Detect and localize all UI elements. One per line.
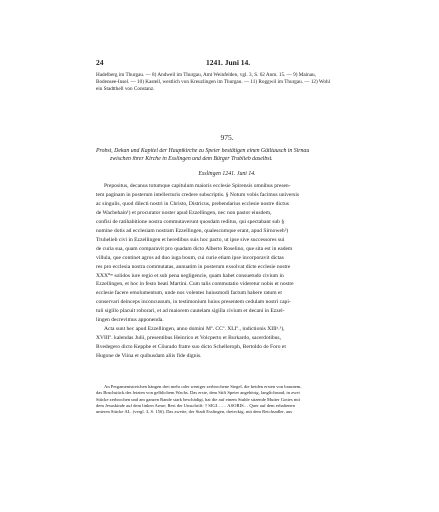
body-line: ecclesie facere emolumentum, unde nos volentes huiusmodi factum habere ratum et <box>96 290 282 297</box>
body-line: Truhelieb civi in Ezzellingen et heredibus suis hoc pacto, ut ipse sive successores sui <box>96 236 285 243</box>
body-line: de Wachehain¹) et procurator noster apud Ezzellingen, nec non pastor eiusdem, <box>96 209 272 216</box>
note-line: Bodensee-Insel. — 10) Kastell, westlich von Kreuzlingen im Thurgau. — 11) Roggwil im Thurgau. — 12) Wohl <box>96 79 331 85</box>
summary-line: Probst, Dekan und Kapitel der Hauptkirche zu Speier bestätigen einen Gütltausch in Sirnau <box>96 148 310 154</box>
body-line: Prepositus, decanus totumque capitulum maioris ecclesie Spirensis omnibus presen- <box>104 183 291 189</box>
body-line: Rvedegero dicto Keppbe et Cŏurado fratre suo dicto Schelleroph, Bertoldo de Foro et <box>96 344 286 351</box>
body-line: de curia sua, quam comparavit pro quadam dicto Alberto Roselino, que sita est in eadem <box>96 245 293 252</box>
document-number: 975. <box>220 133 234 142</box>
summary-line: zwischen ihrer Kirche in Esslingen und dem Bürger Trublieb daselbst. <box>110 155 273 162</box>
page-header <box>96 58 356 70</box>
previous-footnotes <box>96 72 358 93</box>
body-line: XXX⁰ᵐ solidos iure regio et sub pena negligencie, quam habet consuetudo civium in <box>96 272 284 279</box>
body-line: nomine dotis ad ecclesiam nostram Ezzellingen, qualescumque erant, apud Sirnoweh²) <box>96 227 289 234</box>
footnote-line: unteren Stücke AL. (vergl. 3, S. 156). Das zweite, der Stadt Esslingen, dreieckig, mit dem Reichsadler, aus <box>96 409 293 415</box>
body-line: villula, que continet agros ad duo iuga boum, cui curie etiam ipse incorporavit dictas <box>96 254 284 261</box>
footnote-line: das Bruchstück des letzten von gelblichem Wachs. Das erste, dem Stift Speier angehörig, langlichrund, in zwei <box>96 390 300 396</box>
body-line: tem paginam in posterum intellecturis credere subscriptis. § Notum vobis facimus universis <box>96 191 300 198</box>
body-line: Ezzellingen, et hoc in festo beati Martini. Cum talis commutatio videretur nobis et nostre <box>96 281 294 288</box>
body-line: confisi de ratihabitione nostra commutaverunt quosdam reditus, qui spectabant sub § <box>96 218 285 225</box>
footnote-line: dem Jesuskinde auf dem linken Arme; Rest der Umschrift: † SIGI…… ASORIS… Quer auf dem erhaltenen <box>96 402 295 408</box>
body-line: conservari deinceps inconcussum, in testimonium huius presentem cedulam nostri capi- <box>96 299 291 306</box>
body-line: tuli sigillo placuit roborari, et ad maiorem cautelam sigilla civium et decani in Ezzel- <box>96 308 285 315</box>
body-line: Acta sunt hec apud Ezzellingen, anno domini Mº. CCº. XLIº., indictionis XIIIᵃ.³), <box>104 326 285 333</box>
body-line: Hugone de Viina et quibusdam aliis fide dignis. <box>96 353 202 360</box>
running-date: 1241. Juni 14. <box>206 58 251 67</box>
page-number: 24 <box>96 58 104 67</box>
body-line: lingen decrevimus apponenda. <box>96 317 164 324</box>
place-date: Esslingen 1241. Juni 14. <box>198 171 256 177</box>
document-summary <box>96 148 358 163</box>
footnote-line: Stücke zerbrochen und am ganzen Rande stark beschädigt, hat die auf einem Stuhle sitzende Mutter Gottes mit <box>96 396 300 402</box>
body-line: XVIIIº. kalendas Julii, presentibus Heinrico et Volcperto et Burkardo, sacerdotibus, <box>96 335 281 342</box>
footnotes <box>96 384 358 415</box>
body-line: ac singulis, quod dilecti nostri in Christo, Districus, prebendarius ecclesie nostre dictus <box>96 200 289 207</box>
note-line: Hadelberg im Thurgau. — 8) Andweil im Thurgau, Amt Weinfelden, vgl. 3, S. 62 Anm. 15. — 9) Mainau, <box>96 72 316 78</box>
body-line: res pro ecclesia nostra commutatas, annuatim in posterum exsolvat dicte ecclesie nostre <box>96 263 291 270</box>
document-body <box>96 182 358 361</box>
footnote-line: An Pergamentstreichen hängen drei mehr oder weniger zerbrochene Siegel, die beiden ersten von braunem, <box>104 384 302 389</box>
note-line: ein Stadtthell von Constanz. <box>96 86 155 92</box>
